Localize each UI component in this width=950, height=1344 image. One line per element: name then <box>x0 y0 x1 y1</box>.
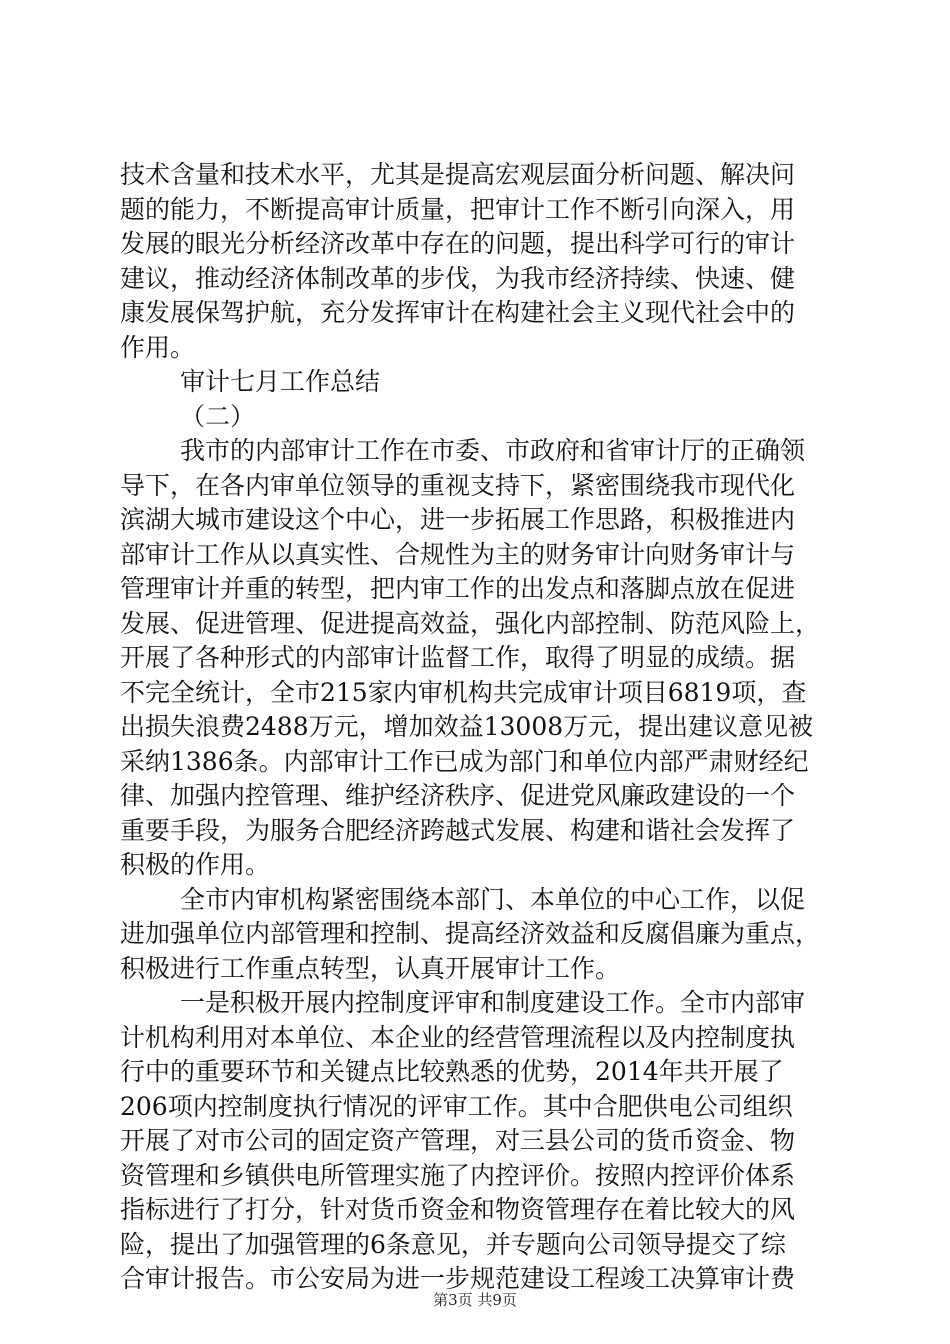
text-line: 开展了对市公司的固定资产管理，对三县公司的货币资金、物 <box>120 1126 796 1155</box>
text-line: 206项内控制度执行情况的评审工作。其中合肥供电公司组织 <box>120 1091 793 1121</box>
text-line: 积极进行工作重点转型，认真开展审计工作。 <box>120 953 621 983</box>
text-line: 康发展保驾护航，充分发挥审计在构建社会主义现代社会中的 <box>120 298 796 327</box>
text-line: 不完全统计，全市215家内审机构共完成审计项目6819项，查 <box>120 677 807 707</box>
text-line: 行中的重要环节和关键点比较熟悉的优势，2014年共开展了 <box>120 1057 784 1086</box>
text-line: 合审计报告。市公安局为进一步规范建设工程竣工决算审计费 <box>120 1264 796 1293</box>
text-line: 部审计工作从以真实性、合规性为主的财务审计向财务审计与 <box>120 539 796 569</box>
text-line: 重要手段，为服务合肥经济跨越式发展、构建和谐社会发挥了 <box>120 815 796 845</box>
text-line: 险，提出了加强管理的6条意见，并专题向公司领导提交了综 <box>120 1229 786 1259</box>
document-body <box>120 158 832 1297</box>
text-line: 进加强单位内部管理和控制、提高经济效益和反腐倡廉为重点， <box>120 919 821 948</box>
paragraph-start: 我市的内部审计工作在市委、市政府和省审计厅的正确领 <box>180 436 806 465</box>
page-number: 第3页 共9页 <box>433 1291 517 1309</box>
section-number: （二） <box>180 401 256 431</box>
text-line: 律、加强内控管理、维护经济秩序、促进党风廉政建设的一个 <box>120 781 796 810</box>
text-line: 指标进行了打分，针对货币资金和物资管理存在着比较大的风 <box>120 1195 796 1224</box>
text-line: 滨湖大城市建设这个中心，进一步拓展工作思路，积极推进内 <box>120 505 796 534</box>
text-line: 作用。 <box>120 332 196 362</box>
text-line: 导下，在各内审单位领导的重视支持下，紧密围绕我市现代化 <box>120 470 796 500</box>
text-line: 开展了各种形式的内部审计监督工作，取得了明显的成绩。据 <box>120 643 796 672</box>
text-line: 出损失浪费2488万元，增加效益13008万元，提出建议意见被 <box>120 712 814 741</box>
text-line: 发展、促进管理、促进提高效益，强化内部控制、防范风险上， <box>120 608 821 638</box>
text-line: 技术含量和技术水平，尤其是提高宏观层面分析问题、解决问 <box>120 160 796 189</box>
page-footer <box>0 1290 950 1310</box>
section-title: 审计七月工作总结 <box>180 367 381 396</box>
text-line: 积极的作用。 <box>120 850 271 879</box>
text-line: 发展的眼光分析经济改革中存在的问题，提出科学可行的审计 <box>120 229 796 258</box>
paragraph-start: 全市内审机构紧密围绕本部门、本单位的中心工作，以促 <box>180 884 806 914</box>
text-line: 题的能力，不断提高审计质量，把审计工作不断引向深入，用 <box>120 194 796 224</box>
text-line: 资管理和乡镇供电所管理实施了内控评价。按照内控评价体系 <box>120 1160 796 1190</box>
text-line: 建议，推动经济体制改革的步伐，为我市经济持续、快速、健 <box>120 263 796 293</box>
paragraph-start: 一是积极开展内控制度评审和制度建设工作。全市内部审 <box>180 988 806 1017</box>
text-line: 计机构利用对本单位、本企业的经营管理流程以及内控制度执 <box>120 1022 796 1052</box>
text-line: 采纳1386条。内部审计工作已成为部门和单位内部严肃财经纪 <box>120 746 809 776</box>
text-line: 管理审计并重的转型，把内审工作的出发点和落脚点放在促进 <box>120 574 796 603</box>
